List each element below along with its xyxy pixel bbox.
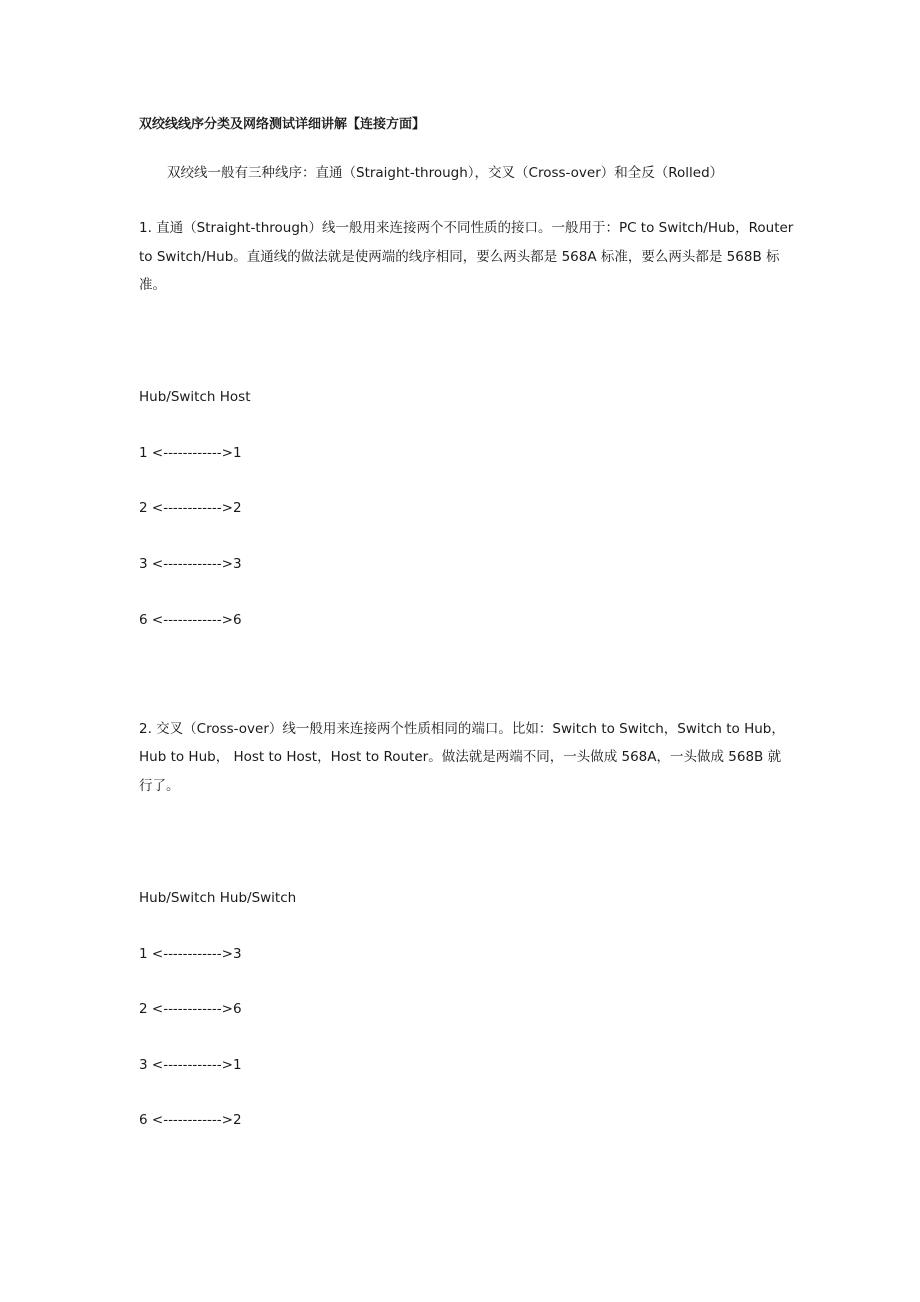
section2-paragraph-line-2: Hub to Hub， Host to Host，Host to Router。做法就是两端不同，一头做成 568A，一头做成 568B 就 — [139, 749, 782, 765]
section2-table-header: Hub/Switch Hub/Switch — [139, 890, 297, 906]
section1-row: 2 <------------>2 — [139, 500, 242, 516]
section2-paragraph-line-1: 2. 交叉（Cross-over）线一般用来连接两个性质相同的端口。比如：Switch to Switch，Switch to Hub， — [139, 721, 785, 737]
section2-row: 2 <------------>6 — [139, 1001, 242, 1017]
section2-row: 3 <------------>1 — [139, 1057, 242, 1073]
section2-row: 6 <------------>2 — [139, 1112, 242, 1128]
document-title: 双绞线线序分类及网络测试详细讲解【连接方面】 — [139, 117, 426, 132]
section1-table-header: Hub/Switch Host — [139, 389, 251, 405]
section1-paragraph-line-1: 1. 直通（Straight-through）线一般用来连接两个不同性质的接口。一般用于：PC to Switch/Hub，Router — [139, 220, 794, 236]
section2-row: 1 <------------>3 — [139, 946, 242, 962]
section1-paragraph-line-3: 准。 — [139, 277, 166, 293]
section1-row: 1 <------------>1 — [139, 445, 242, 461]
section1-row: 6 <------------>6 — [139, 612, 242, 628]
section1-paragraph-line-2: to Switch/Hub。直通线的做法就是使两端的线序相同，要么两头都是 568A 标准，要么两头都是 568B 标 — [139, 249, 780, 265]
section1-row: 3 <------------>3 — [139, 556, 242, 572]
intro-paragraph: 双绞线一般有三种线序：直通（Straight-through），交叉（Cross-over）和全反（Rolled） — [167, 165, 724, 181]
section2-paragraph-line-3: 行了。 — [139, 778, 180, 794]
